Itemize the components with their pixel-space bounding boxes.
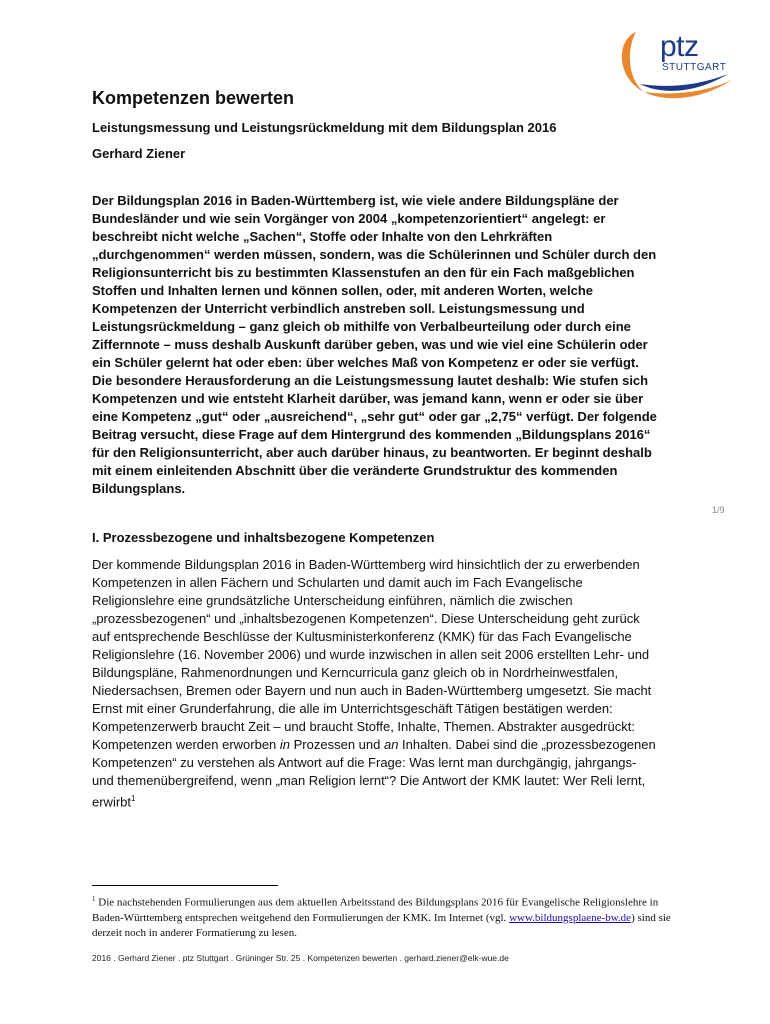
document-author: Gerhard Ziener [92,146,186,161]
footnote-marker: 1 [92,895,96,903]
body-emphasis-in: in [279,737,291,752]
page-number: 1/9 [712,505,725,515]
logo-name: ptz [660,30,699,63]
footnote-link[interactable]: www.bildungsplaene-bw.de [509,911,632,924]
body-emphasis-an: an [383,737,399,752]
page-footer: 2016 . Gerhard Ziener . ptz Stuttgart . Grüninger Str. 25 . Kompetenzen bewerten . gerhard.ziener@elk-wue.de [92,953,509,963]
document-title: Kompetenzen bewerten [92,88,295,108]
document-subtitle: Leistungsmessung und Leistungsrückmeldung mit dem Bildungsplan 2016 [92,120,557,135]
footnote-text-before: Die nachstehenden Formulierungen aus dem aktuellen Arbeitsstand des Bildungsplans 2016 für Evangelische Religionslehre in Baden-Württemberg entsprechen weitgehend den Formulierungen der KMK. Im Internet (vgl. [92,896,659,924]
footnote [92,892,692,941]
footnote-reference[interactable]: 1 [131,794,136,803]
logo-subtitle: STUTTGART [662,62,727,73]
abstract-paragraph: Der Bildungsplan 2016 in Baden-Württemberg ist, wie viele andere Bildungspläne der Bundesländer und wie sein Vorgänger von 2004 „kompetenzorientiert“ angelegt: er beschreibt nicht welche „Sachen“, Stoffe oder Inhalte von den Lehrkräften „durchgenommen“ werden müssen, sondern, was die Schülerinnen und Schüler durch den Religionsunterricht bis zu bestimmten Klassenstufen an den für ein Fach maßgeblichen Stoffen und Inhalten lernen und können sollen, oder, mit anderen Worten, welche Kompetenzen der Unterricht verbindlich anstreben soll. Leistungsmessung und Leistungsrückmeldung – ganz gleich ob mithilfe von Verbalbeurteilung oder durch eine Ziffernnote – muss deshalb Auskunft darüber geben, was und wie viel eine Schülerin oder ein Schüler gelernt hat oder eben: über welches Maß von Kompetenz er oder sie verfügt. Die besondere Herausforderung an die Leistungsmessung lautet deshalb: Wie stufen sich Kompetenzen und wie entsteht Klarheit darüber, was jemand kann, wenn er oder sie über eine Kompetenz „gut“ oder „ausreichend“, „sehr gut“ oder gar „2,75“ verfügt. Der folgende Beitrag versucht, diese Frage auf dem Hintergrund des kommenden „Bildungsplans 2016“ für den Religionsunterricht, aber auch darüber hinaus, zu beantworten. Er beginnt deshalb mit einem einleitenden Abschnitt über die veränderte Grundstruktur des kommenden Bildungsplans. [92,193,657,496]
body-text-part-3: Inhalten. Dabei sind die „prozessbezogenen Kompetenzen“ zu verstehen als Antwort auf die Frage: Was lernt man durchgängig, jahrgangs- und themenübergreifend, wenn „man Religion lernt“? Die Antwort der KMK lautet: Wer Reli lernt, erwirbt [92,737,656,810]
section-heading: I. Prozessbezogene und inhaltsbezogene Kompetenzen [92,530,435,545]
footnote-divider [92,885,278,886]
body-text-part-2: Prozessen und [290,737,384,752]
section-body-paragraph [92,556,660,811]
footnote-text-after: ) sind sie derzeit noch in anderer Formatierung zu lesen. [92,911,671,939]
body-text-part-1: Der kommende Bildungsplan 2016 in Baden-Württemberg wird hinsichtlich der zu erwerbenden Kompetenzen in allen Fächern und Schularten und damit auch im Fach Evangelische Religionslehre eine grundsätzliche Unterscheidung einführen, nämlich die zwischen „prozessbezogenen“ und „inhaltsbezogenen Kompetenzen“. Diese Unterscheidung geht zurück auf entsprechende Beschlüsse der Kultusministerkonferenz (KMK) für das Fach Evangelische Religionslehre (16. November 2006) und wurde inzwischen in allen seit 2006 erstellten Lehr- und Bildungspläne, Rahmenordnungen und Kerncurricula ganz gleich ob in Nordrheinwestfalen, Niedersachsen, Bremen oder Bayern und nun auch in Baden-Württemberg umgesetzt. Sie macht Ernst mit einer Grunderfahrung, die alle im Unterrichtsgeschäft Tätigen bestätigen werden: Kompetenzerwerb braucht Zeit – und braucht Stoffe, Inhalte, Themen. Abstrakter ausgedrückt: Kompetenzen werden erworben [92,557,652,752]
